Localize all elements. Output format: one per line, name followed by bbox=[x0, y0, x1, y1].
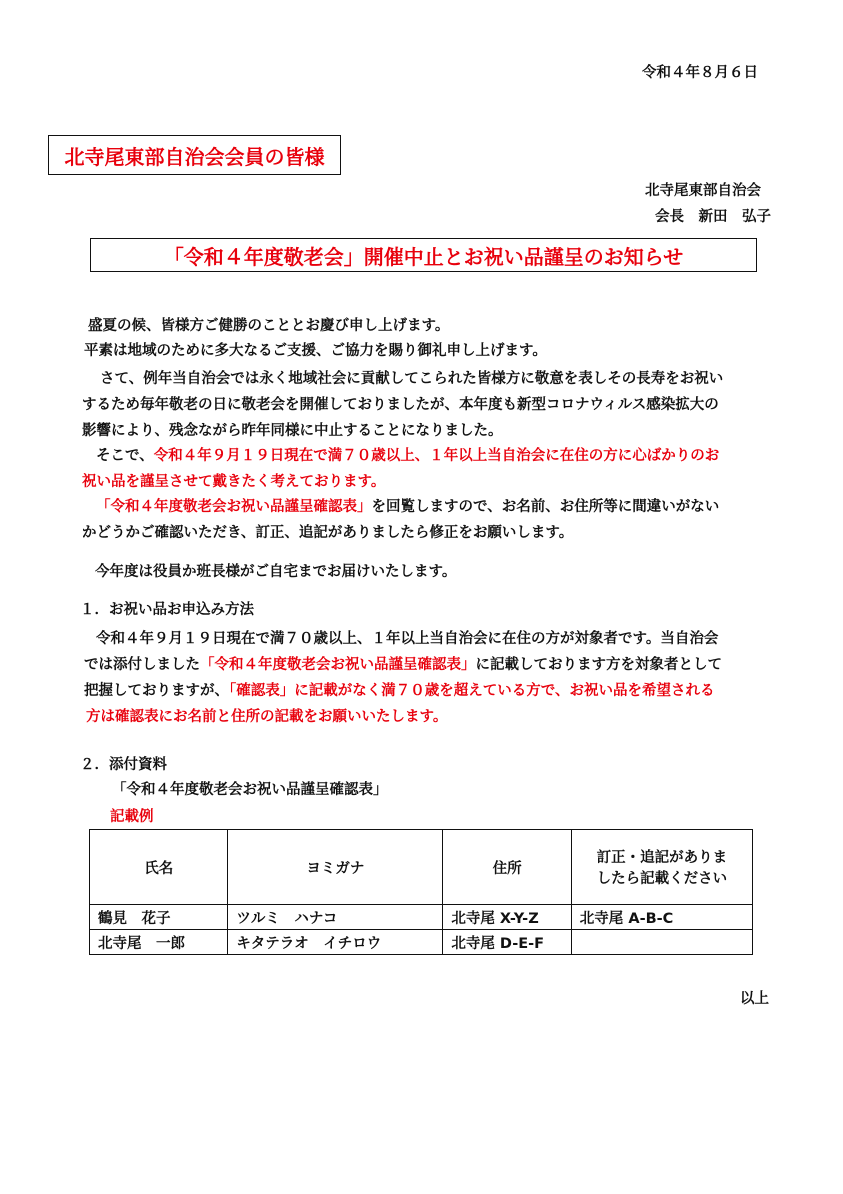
header-reading: ヨミガナ bbox=[228, 830, 443, 905]
eligibility-highlight-cont: 祝い品を謹呈させて戴きたく考えております。 bbox=[82, 474, 386, 490]
table-row bbox=[90, 930, 753, 955]
paragraph-text: を回覧しますので、お名前、お住所等に間違いがない bbox=[371, 499, 720, 515]
lead-text: そこで、 bbox=[96, 448, 154, 464]
paragraph-line: 令和４年９月１９日現在で満７０歳以上、１年以上当自治会に在住の方が対象者です。当自治会 bbox=[96, 631, 719, 647]
paragraph-text: では添付しました bbox=[84, 657, 200, 673]
cancellation-paragraph bbox=[82, 366, 723, 444]
form-name-highlight: 「令和４年度敬老会お祝い品謹呈確認表」 bbox=[96, 499, 372, 515]
document-title-box bbox=[90, 238, 757, 272]
section1-body bbox=[82, 626, 722, 730]
header-corrections bbox=[571, 830, 752, 905]
header-corrections-line: 訂正・追記がありま bbox=[596, 850, 728, 866]
gift-paragraph bbox=[82, 443, 719, 495]
paragraph-text: に記載しております方を対象者として bbox=[475, 657, 722, 673]
example-table bbox=[89, 829, 753, 955]
header-name: 氏名 bbox=[90, 830, 228, 905]
cell-correction bbox=[571, 930, 752, 955]
delivery-paragraph: 今年度は役員か班長様がご自宅までお届けいたします。 bbox=[95, 564, 457, 580]
table-row bbox=[90, 905, 753, 930]
document-title: 「令和４年度敬老会」開催中止とお祝い品謹呈のお知らせ bbox=[163, 244, 684, 269]
attachment-item: 「令和４年度敬老会お祝い品謹呈確認表」 bbox=[112, 782, 388, 798]
cell-correction: 北寺尾 A-B-C bbox=[571, 905, 752, 930]
example-label: 記載例 bbox=[110, 809, 154, 825]
paragraph-line bbox=[82, 652, 722, 678]
eligibility-highlight: 令和４年９月１９日現在で満７０歳以上、１年以上当自治会に在住の方に心ばかりのお bbox=[153, 448, 720, 464]
sender-chair: 会長 新田 弘子 bbox=[655, 209, 771, 225]
addressee-text: 北寺尾東部自治会会員の皆様 bbox=[64, 144, 325, 169]
form-name-highlight: 「令和４年度敬老会お祝い品謹呈確認表」 bbox=[200, 657, 476, 673]
document-date: 令和４年８月６日 bbox=[642, 65, 758, 81]
sender-organization: 北寺尾東部自治会 bbox=[645, 183, 761, 199]
circulation-paragraph bbox=[82, 494, 719, 546]
cell-name: 鶴見 花子 bbox=[90, 905, 228, 930]
header-address: 住所 bbox=[443, 830, 571, 905]
greeting-paragraph: 盛夏の候、皆様方ご健勝のこととお慶び申し上げます。 bbox=[88, 318, 450, 334]
paragraph-line bbox=[82, 678, 722, 704]
request-highlight-cont: 方は確認表にお名前と住所の記載をお願いいたします。 bbox=[86, 709, 448, 725]
section1-heading: １．お祝い品お申込み方法 bbox=[80, 602, 254, 618]
table-header-row bbox=[90, 830, 753, 905]
paragraph-line: さて、例年当自治会では永く地域社会に貢献してこられた皆様方に敬意を表しその長寿をお祝い bbox=[100, 371, 724, 387]
request-highlight: 「確認表」に記載がなく満７０歳を超えている方で、お祝い品を希望される bbox=[229, 683, 715, 699]
paragraph-line: するため毎年敬老の日に敬老会を開催しておりましたが、本年度も新型コロナウィルス感染拡大の bbox=[82, 397, 719, 413]
cell-reading: キタテラオ イチロウ bbox=[228, 930, 443, 955]
paragraph-text: 把握しておりますが、 bbox=[84, 683, 229, 699]
paragraph-line: かどうかご確認いただき、訂正、追記がありましたら修正をお願いします。 bbox=[82, 525, 574, 541]
cell-address: 北寺尾 D-E-F bbox=[443, 930, 571, 955]
paragraph-line bbox=[82, 494, 719, 520]
paragraph-line bbox=[82, 443, 719, 469]
addressee-box bbox=[48, 135, 341, 175]
closing-mark: 以上 bbox=[740, 991, 769, 1007]
paragraph-line: 影響により、残念ながら昨年同様に中止することになりました。 bbox=[82, 423, 503, 439]
thanks-paragraph: 平素は地域のために多大なるご支援、ご協力を賜り御礼申し上げます。 bbox=[84, 343, 547, 359]
header-corrections-line: したら記載ください bbox=[596, 871, 728, 887]
section2-heading: ２．添付資料 bbox=[80, 757, 167, 773]
cell-reading: ツルミ ハナコ bbox=[228, 905, 443, 930]
cell-address: 北寺尾 X-Y-Z bbox=[443, 905, 571, 930]
cell-name: 北寺尾 一郎 bbox=[90, 930, 228, 955]
